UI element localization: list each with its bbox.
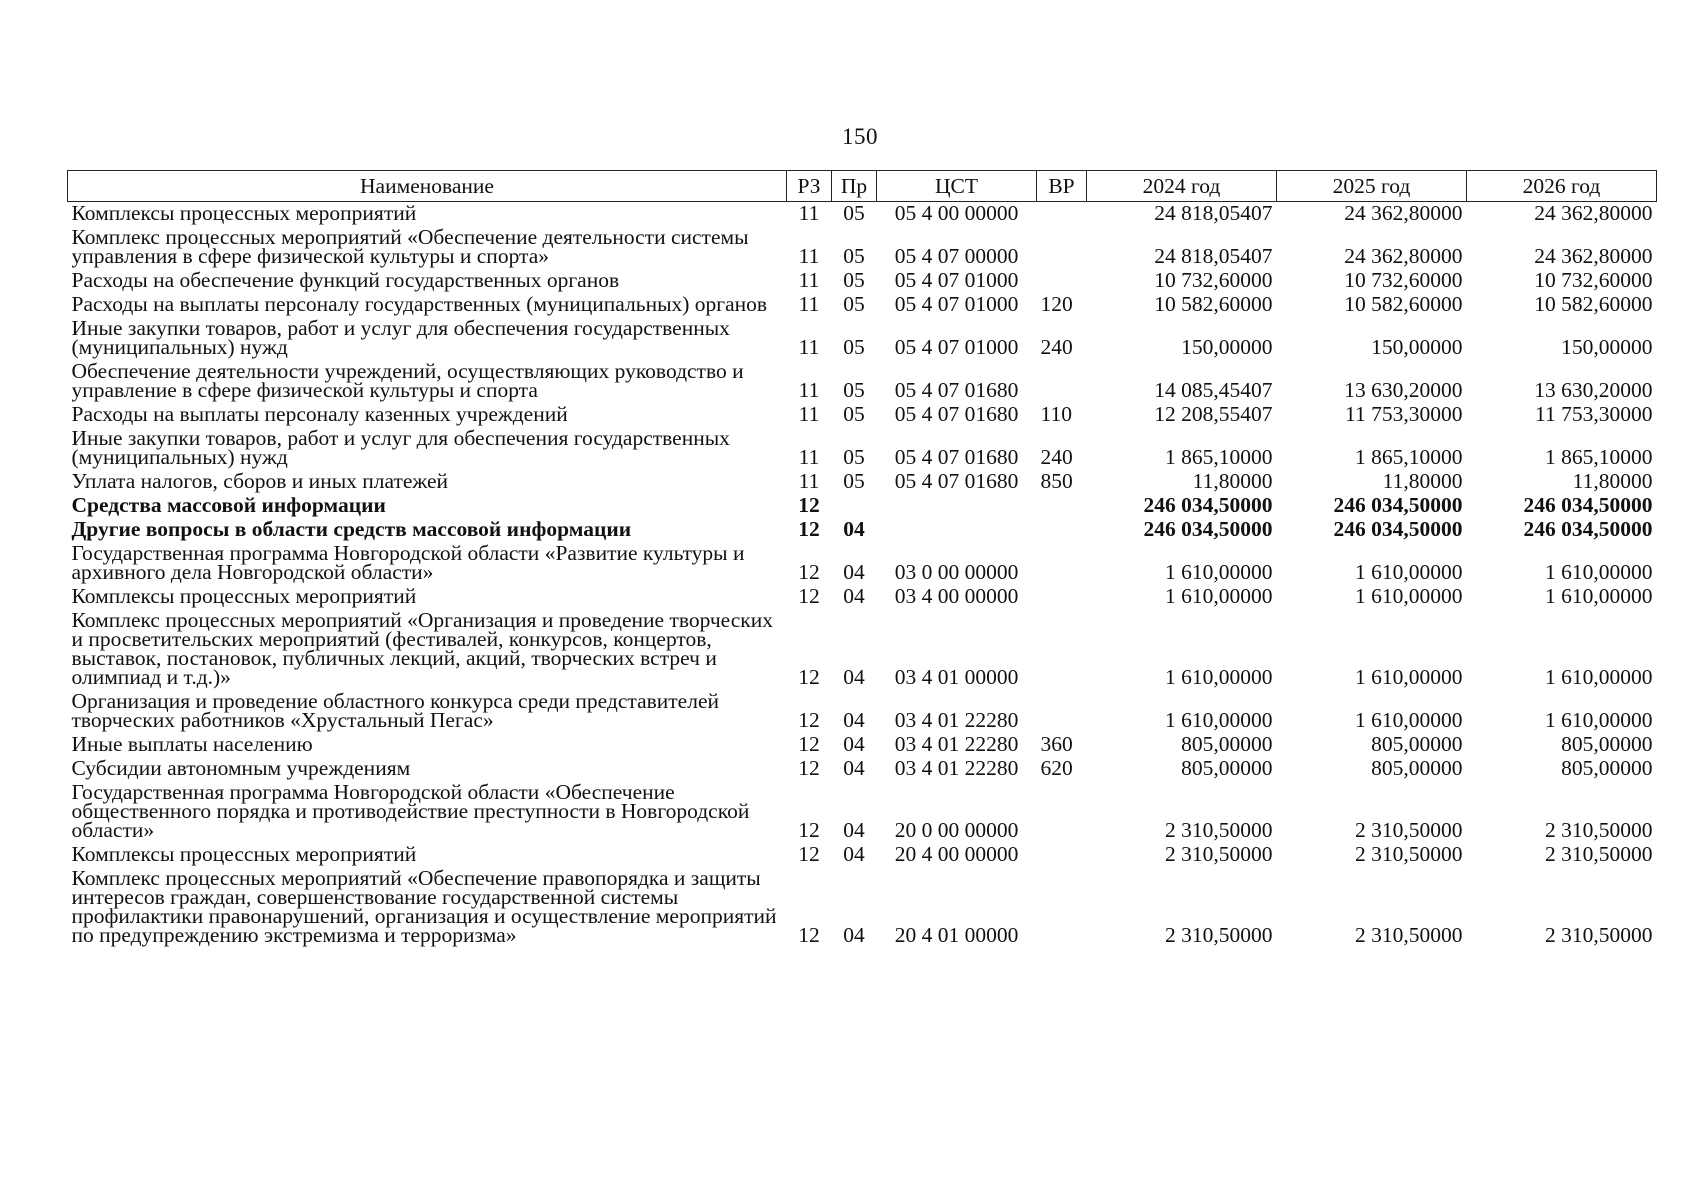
table-row bbox=[68, 757, 1657, 781]
cell-cst: 05 4 07 01000 bbox=[894, 335, 1019, 359]
cell-vr bbox=[1037, 360, 1087, 403]
cell-2025: 246 034,50000 bbox=[1333, 517, 1463, 541]
cell-2025: 11,80000 bbox=[1382, 469, 1463, 493]
cell-2026: 1 865,10000 bbox=[1545, 445, 1653, 469]
cell-name: Организация и проведение областного конкурса среди представителей творческих работников «Хрустальный Пегас» bbox=[71, 689, 719, 732]
cell-name: Государственная программа Новгородской области «Развитие культуры и архивного дела Новгородской области» bbox=[71, 541, 745, 584]
cell-2024: 2 310,50000 bbox=[1165, 923, 1273, 947]
header-2024: 2024 год bbox=[1087, 171, 1277, 202]
cell-name: Субсидии автономным учреждениям bbox=[71, 756, 411, 780]
cell-rz: 12 bbox=[798, 756, 820, 780]
cell-vr bbox=[1037, 269, 1087, 293]
cell-name: Государственная программа Новгородской области «Обеспечение общественного порядка и противодействие преступности в Новгородской области» bbox=[71, 780, 750, 842]
cell-2024: 805,00000 bbox=[1181, 756, 1273, 780]
cell-pr: 04 bbox=[843, 923, 865, 947]
cell-vr: 120 bbox=[1040, 292, 1073, 316]
header-rz: РЗ bbox=[787, 171, 832, 202]
cell-2026: 11 753,30000 bbox=[1535, 402, 1653, 426]
cell-2026: 24 362,80000 bbox=[1534, 201, 1653, 225]
table-row bbox=[68, 226, 1657, 269]
cell-cst: 03 4 01 00000 bbox=[894, 665, 1019, 689]
cell-pr: 05 bbox=[843, 244, 865, 268]
table-row bbox=[68, 518, 1657, 542]
cell-2024: 1 610,00000 bbox=[1165, 708, 1273, 732]
cell-2026: 24 362,80000 bbox=[1534, 244, 1653, 268]
cell-2025: 11 753,30000 bbox=[1345, 402, 1463, 426]
cell-name: Иные закупки товаров, работ и услуг для обеспечения государственных (муниципальных) нужд bbox=[71, 316, 730, 359]
cell-vr bbox=[1037, 202, 1087, 227]
cell-2024: 24 818,05407 bbox=[1154, 244, 1273, 268]
cell-2025: 2 310,50000 bbox=[1355, 818, 1463, 842]
cell-2024: 12 208,55407 bbox=[1154, 402, 1273, 426]
table-row bbox=[68, 867, 1657, 948]
table-row bbox=[68, 843, 1657, 867]
cell-pr: 04 bbox=[843, 756, 865, 780]
table-row bbox=[68, 269, 1657, 293]
table-row bbox=[68, 585, 1657, 609]
table-row bbox=[68, 494, 1657, 518]
table-row bbox=[68, 690, 1657, 733]
cell-pr: 04 bbox=[843, 665, 865, 689]
cell-vr: 110 bbox=[1040, 402, 1072, 426]
cell-name: Средства массовой информации bbox=[71, 493, 386, 517]
cell-rz: 11 bbox=[798, 445, 820, 469]
cell-2026: 805,00000 bbox=[1561, 732, 1653, 756]
cell-pr: 05 bbox=[843, 445, 865, 469]
cell-2025: 1 610,00000 bbox=[1355, 708, 1463, 732]
cell-name: Комплексы процессных мероприятий bbox=[71, 584, 417, 608]
cell-name: Уплата налогов, сборов и иных платежей bbox=[71, 469, 449, 493]
cell-2026: 13 630,20000 bbox=[1534, 378, 1653, 402]
cell-rz: 11 bbox=[798, 378, 820, 402]
cell-pr: 04 bbox=[843, 560, 865, 584]
cell-2026: 2 310,50000 bbox=[1545, 842, 1653, 866]
table-row bbox=[68, 470, 1657, 494]
table-row bbox=[68, 733, 1657, 757]
cell-pr: 04 bbox=[843, 584, 865, 608]
budget-table bbox=[67, 170, 1657, 948]
cell-2024: 10 582,60000 bbox=[1154, 292, 1273, 316]
cell-2025: 10 582,60000 bbox=[1344, 292, 1463, 316]
cell-cst: 03 4 00 00000 bbox=[894, 584, 1019, 608]
cell-pr: 05 bbox=[843, 292, 865, 316]
cell-rz: 12 bbox=[798, 923, 820, 947]
cell-rz: 11 bbox=[798, 268, 820, 292]
cell-rz: 11 bbox=[798, 201, 820, 225]
cell-2025: 24 362,80000 bbox=[1344, 244, 1463, 268]
cell-2024: 24 818,05407 bbox=[1154, 201, 1273, 225]
cell-name: Комплекс процессных мероприятий «Обеспечение правопорядка и защиты интересов граждан, совершенствование государственной системы профилактики правонарушений, организация и осуществление мероприятий по предупреждению экстремизма и терроризма» bbox=[71, 866, 777, 947]
cell-pr: 05 bbox=[843, 469, 865, 493]
table-row bbox=[68, 202, 1657, 227]
cell-cst: 03 4 01 22280 bbox=[894, 756, 1019, 780]
cell-2024: 2 310,50000 bbox=[1165, 842, 1273, 866]
cell-2025: 1 610,00000 bbox=[1355, 665, 1463, 689]
cell-2024: 1 610,00000 bbox=[1165, 665, 1273, 689]
cell-name: Обеспечение деятельности учреждений, осуществляющих руководство и управление в сфере физической культуры и спорта bbox=[71, 359, 744, 402]
cell-2026: 10 732,60000 bbox=[1534, 268, 1653, 292]
page-number: 150 bbox=[842, 124, 878, 149]
cell-name: Расходы на выплаты персоналу государственных (муниципальных) органов bbox=[71, 292, 768, 316]
cell-pr: 05 bbox=[843, 201, 865, 225]
cell-cst: 05 4 07 00000 bbox=[894, 244, 1019, 268]
cell-2024: 246 034,50000 bbox=[1143, 493, 1273, 517]
table-row bbox=[68, 781, 1657, 843]
cell-name: Иные закупки товаров, работ и услуг для обеспечения государственных (муниципальных) нужд bbox=[71, 426, 730, 469]
cell-pr: 05 bbox=[843, 268, 865, 292]
cell-name: Иные выплаты населению bbox=[71, 732, 313, 756]
cell-rz: 12 bbox=[798, 560, 820, 584]
cell-vr: 240 bbox=[1040, 445, 1073, 469]
cell-2026: 11,80000 bbox=[1572, 469, 1653, 493]
cell-pr: 04 bbox=[843, 842, 865, 866]
cell-pr: 04 bbox=[843, 517, 865, 541]
cell-vr bbox=[1037, 609, 1087, 690]
cell-vr bbox=[1037, 843, 1087, 867]
table-row bbox=[68, 403, 1657, 427]
header-2025: 2025 год bbox=[1277, 171, 1467, 202]
table-row bbox=[68, 293, 1657, 317]
cell-rz: 12 bbox=[798, 708, 820, 732]
cell-cst: 05 4 07 01680 bbox=[894, 378, 1019, 402]
cell-2024: 150,00000 bbox=[1181, 335, 1273, 359]
cell-2025: 150,00000 bbox=[1371, 335, 1463, 359]
table-row bbox=[68, 427, 1657, 470]
cell-vr bbox=[1037, 781, 1087, 843]
cell-2024: 2 310,50000 bbox=[1165, 818, 1273, 842]
cell-cst bbox=[877, 494, 1037, 518]
cell-vr: 850 bbox=[1040, 469, 1073, 493]
cell-2025: 2 310,50000 bbox=[1355, 842, 1463, 866]
table-body bbox=[68, 202, 1657, 949]
cell-2026: 1 610,00000 bbox=[1545, 584, 1653, 608]
cell-name: Комплексы процессных мероприятий bbox=[71, 842, 417, 866]
cell-2025: 246 034,50000 bbox=[1333, 493, 1463, 517]
cell-pr: 05 bbox=[843, 335, 865, 359]
cell-2026: 2 310,50000 bbox=[1545, 818, 1653, 842]
cell-2026: 246 034,50000 bbox=[1523, 493, 1653, 517]
cell-vr bbox=[1037, 867, 1087, 948]
table-header-row bbox=[68, 171, 1657, 202]
cell-2025: 1 610,00000 bbox=[1355, 584, 1463, 608]
cell-name: Комплекс процессных мероприятий «Организация и проведение творческих и просветительских мероприятий (фестивалей, конкурсов, концертов, выставок, постановок, публичных лекций, акций, творческих встреч и олимпиад и т.д.)» bbox=[71, 608, 773, 689]
cell-rz: 11 bbox=[798, 292, 820, 316]
cell-2026: 1 610,00000 bbox=[1545, 560, 1653, 584]
cell-name: Расходы на обеспечение функций государственных органов bbox=[71, 268, 620, 292]
cell-2024: 1 610,00000 bbox=[1165, 584, 1273, 608]
cell-2024: 1 865,10000 bbox=[1165, 445, 1273, 469]
cell-name: Комплексы процессных мероприятий bbox=[71, 201, 417, 225]
cell-2025: 24 362,80000 bbox=[1344, 201, 1463, 225]
cell-rz: 11 bbox=[798, 244, 820, 268]
cell-name: Расходы на выплаты персоналу казенных учреждений bbox=[71, 402, 568, 426]
cell-vr bbox=[1037, 690, 1087, 733]
cell-rz: 12 bbox=[798, 584, 820, 608]
cell-2025: 1 865,10000 bbox=[1355, 445, 1463, 469]
cell-cst: 05 4 07 01000 bbox=[894, 292, 1019, 316]
cell-2025: 805,00000 bbox=[1371, 732, 1463, 756]
cell-cst: 20 0 00 00000 bbox=[894, 818, 1019, 842]
header-pr: Пр bbox=[832, 171, 877, 202]
cell-2026: 150,00000 bbox=[1561, 335, 1653, 359]
cell-vr bbox=[1037, 226, 1087, 269]
cell-cst: 05 4 07 01680 bbox=[894, 402, 1019, 426]
cell-rz: 11 bbox=[798, 469, 820, 493]
cell-2024: 1 610,00000 bbox=[1165, 560, 1273, 584]
cell-2025: 1 610,00000 bbox=[1355, 560, 1463, 584]
cell-cst: 03 4 01 22280 bbox=[894, 732, 1019, 756]
table-row bbox=[68, 609, 1657, 690]
cell-rz: 11 bbox=[798, 402, 820, 426]
cell-2025: 2 310,50000 bbox=[1355, 923, 1463, 947]
cell-rz: 12 bbox=[798, 493, 820, 517]
cell-2026: 2 310,50000 bbox=[1545, 923, 1653, 947]
cell-vr bbox=[1037, 542, 1087, 585]
cell-2024: 246 034,50000 bbox=[1143, 517, 1273, 541]
cell-2024: 14 085,45407 bbox=[1154, 378, 1273, 402]
cell-pr: 05 bbox=[843, 378, 865, 402]
cell-name: Другие вопросы в области средств массовой информации bbox=[71, 517, 632, 541]
cell-2026: 1 610,00000 bbox=[1545, 665, 1653, 689]
cell-2026: 10 582,60000 bbox=[1534, 292, 1653, 316]
cell-2024: 10 732,60000 bbox=[1154, 268, 1273, 292]
header-cst: ЦСТ bbox=[877, 171, 1037, 202]
header-name: Наименование bbox=[68, 171, 787, 202]
cell-pr: 04 bbox=[843, 818, 865, 842]
cell-cst: 20 4 00 00000 bbox=[894, 842, 1019, 866]
cell-2025: 805,00000 bbox=[1371, 756, 1463, 780]
cell-rz: 12 bbox=[798, 842, 820, 866]
cell-cst: 05 4 07 01000 bbox=[894, 268, 1019, 292]
cell-vr bbox=[1037, 494, 1087, 518]
cell-cst bbox=[877, 518, 1037, 542]
header-vr: ВР bbox=[1037, 171, 1087, 202]
cell-cst: 05 4 00 00000 bbox=[894, 201, 1019, 225]
cell-vr: 620 bbox=[1040, 756, 1073, 780]
cell-pr bbox=[832, 494, 877, 518]
cell-cst: 03 4 01 22280 bbox=[894, 708, 1019, 732]
table-row bbox=[68, 317, 1657, 360]
cell-rz: 12 bbox=[798, 665, 820, 689]
cell-2026: 1 610,00000 bbox=[1545, 708, 1653, 732]
cell-pr: 04 bbox=[843, 732, 865, 756]
cell-2024: 805,00000 bbox=[1181, 732, 1273, 756]
cell-rz: 11 bbox=[798, 335, 820, 359]
cell-2026: 805,00000 bbox=[1561, 756, 1653, 780]
cell-2024: 11,80000 bbox=[1192, 469, 1273, 493]
cell-pr: 05 bbox=[843, 402, 865, 426]
cell-rz: 12 bbox=[798, 818, 820, 842]
cell-vr bbox=[1037, 518, 1087, 542]
cell-rz: 12 bbox=[798, 732, 820, 756]
table-row bbox=[68, 542, 1657, 585]
cell-vr: 240 bbox=[1040, 335, 1073, 359]
cell-2026: 246 034,50000 bbox=[1523, 517, 1653, 541]
cell-rz: 12 bbox=[798, 517, 820, 541]
cell-vr bbox=[1037, 585, 1087, 609]
cell-pr: 04 bbox=[843, 708, 865, 732]
cell-vr: 360 bbox=[1040, 732, 1073, 756]
cell-2025: 10 732,60000 bbox=[1344, 268, 1463, 292]
cell-2025: 13 630,20000 bbox=[1344, 378, 1463, 402]
cell-cst: 05 4 07 01680 bbox=[894, 469, 1019, 493]
cell-cst: 03 0 00 00000 bbox=[894, 560, 1019, 584]
header-2026: 2026 год bbox=[1467, 171, 1657, 202]
cell-name: Комплекс процессных мероприятий «Обеспечение деятельности системы управления в сфере физической культуры и спорта» bbox=[71, 225, 749, 268]
cell-cst: 20 4 01 00000 bbox=[894, 923, 1019, 947]
table-row bbox=[68, 360, 1657, 403]
cell-cst: 05 4 07 01680 bbox=[894, 445, 1019, 469]
